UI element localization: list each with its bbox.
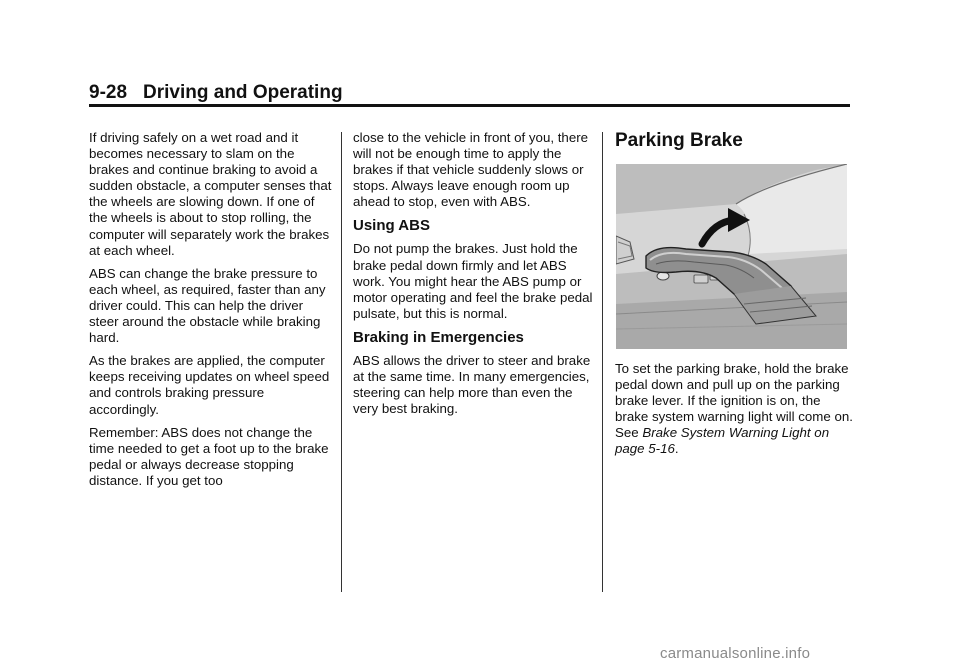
paragraph: close to the vehicle in front of you, there will not be enough time to apply the brakes if that vehicle suddenly slows or stops. Always leave enough room up ahead to stop, even with ABS.	[353, 130, 589, 210]
column-3	[615, 130, 855, 465]
column-divider-2	[602, 132, 603, 592]
page-header	[89, 82, 850, 106]
heading-braking-in-emergencies: Braking in Emergencies	[353, 328, 524, 346]
cross-reference-link[interactable]: Brake System Warning Light on page 5-16	[615, 425, 830, 457]
paragraph: If driving safely on a wet road and it becomes necessary to slam on the brakes and continue braking to avoid a sudden obstacle, a computer senses that the wheels are slowing down. If one of the wheels is about to stop rolling, the computer will separately work the brakes at each wheel.	[89, 130, 332, 258]
header-title	[89, 82, 850, 104]
column-1	[89, 130, 334, 496]
watermark-url: carmanualsonline.info	[660, 645, 811, 662]
header-rule	[89, 104, 850, 107]
paragraph: ABS can change the brake pressure to each wheel, as required, faster than any driver could. This can help the driver steer around the obstacle while braking hard.	[89, 265, 326, 346]
paragraph: As the brakes are applied, the computer keeps receiving updates on wheel speed and controls braking pressure accordingly.	[89, 353, 330, 417]
heading-parking-brake: Parking Brake	[615, 130, 743, 151]
section-title: Driving and Operating	[143, 82, 343, 103]
paragraph: Remember: ABS does not change the time needed to get a foot up to the brake pedal or always decrease stopping distance. If you get too	[89, 424, 329, 488]
paragraph-text: To set the parking brake, hold the brake pedal down and pull up on the parking brake lever. If the ignition is on, the brake system warning light will come on. See	[615, 361, 853, 441]
page-number: 9-28	[89, 82, 128, 103]
column-2	[353, 130, 593, 424]
paragraph: ABS allows the driver to steer and brake at the same time. In many emergencies, steering can help more than even the very best braking.	[353, 352, 591, 417]
column-divider-1	[341, 132, 342, 592]
parking-brake-lever-icon	[616, 164, 847, 349]
paragraph-end: .	[674, 441, 679, 457]
paragraph: Do not pump the brakes. Just hold the brake pedal down firmly and let ABS work. You might hear the ABS pump or motor operating and feel the brake pedal pulsate, but this is normal.	[353, 241, 593, 321]
parking-brake-illustration	[616, 164, 847, 349]
paragraph	[615, 361, 855, 458]
heading-using-abs: Using ABS	[353, 217, 430, 235]
